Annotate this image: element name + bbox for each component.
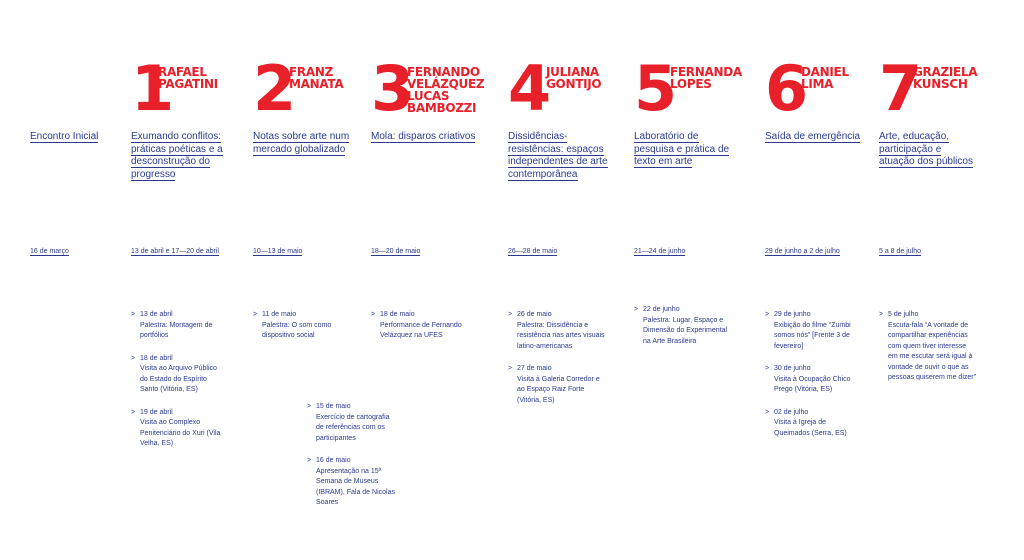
intro-column [30, 0, 120, 560]
module-date[interactable]: 10—13 de maio [253, 248, 303, 255]
list-item: > 18 de abril Visita ao Arquivo Público do Estado do Espírito Santo (Vitória, ES) [131, 354, 217, 393]
module-7-column [879, 0, 1019, 560]
list-item: > 27 de maio Visita à Galeria Corredor e ao Espaço Raiz Forte (Vitória, ES) [508, 365, 600, 404]
list-item: > 16 de maio Apresentação na 15ª Semana de Museus (IBRAM), Fala de Nicolas Soares [307, 457, 395, 506]
module-events [508, 310, 608, 418]
module-number: 1 [131, 52, 173, 125]
list-item: > 29 de junho Exibição do filme “Zumbi somos nós” [Frente 3 de fevereiro] [765, 311, 851, 350]
module-artist-name: FERNANDO VELÁZQUEZ LUCAS BAMBOZZI [407, 65, 485, 115]
module-date[interactable]: 21—24 de junho [634, 248, 686, 255]
list-item: > 30 de junho Visita à Ocupação Chico Prego (Vitória, ES) [765, 365, 851, 393]
list-item: > 22 de junho Palestra: Lugar, Espaço e Dimensão do Experimental na Arte Brasileira [634, 306, 728, 345]
list-item: > 02 de julho Visita à Igreja de Queimados (Serra, ES) [765, 408, 847, 437]
module-3-column [371, 0, 501, 560]
list-item: > 19 de abril Visita ao Complexo Penitenciário do Xuri (Vila Velha, ES) [131, 408, 221, 447]
module-date[interactable]: 26—28 de maio [508, 248, 558, 255]
module-title[interactable]: Notas sobre arte num mercado globalizado [253, 131, 350, 155]
module-2-column [253, 0, 395, 560]
module-1-column [131, 0, 243, 560]
module-events [765, 310, 860, 451]
module-title[interactable]: Arte, educação, participação e atuação dos públicos [879, 131, 973, 167]
module-title[interactable]: Laboratório de pesquisa e prática de texto em arte [634, 131, 730, 167]
module-events [131, 310, 226, 462]
intro-title[interactable]: Encontro Inicial [30, 131, 99, 142]
module-artist-name: FRANZ MANATA [289, 65, 344, 91]
module-6-column [765, 0, 875, 560]
module-artist-name: JULIANA GONTIJO [546, 65, 602, 91]
module-5-column [634, 0, 749, 560]
module-events [253, 310, 343, 354]
list-item: > 18 de maio Performance de Fernando Velázquez na UFES [371, 311, 462, 339]
module-number: 2 [253, 52, 295, 125]
list-item: > 15 de maio Exercício de cartografia de referências com os participantes [307, 403, 390, 442]
intro-date[interactable]: 16 de março [30, 248, 69, 255]
module-events [371, 310, 476, 354]
module-title[interactable]: Mola: disparos criativos [371, 131, 476, 142]
module-date[interactable]: 13 de abril e 17—20 de abril [131, 248, 219, 255]
module-title[interactable]: Saída de emergência [765, 131, 861, 142]
list-item: > 13 de abril Palestra: Montagem de portfólios [131, 311, 213, 339]
module-number: 4 [508, 52, 550, 125]
module-date[interactable]: 18—20 de maio [371, 248, 421, 255]
module-title[interactable]: Exumando conflitos: práticas poéticas e a desconstrução do progresso [131, 131, 223, 180]
module-artist-name: DANIEL LIMA [801, 65, 849, 91]
list-item: > 5 de julho Escuta-fala “A vontade de compartilhar experiências com quem tiver interesse em me escutar será igual à vontade de ouvir o que as pessoas quiserem me dizer” [879, 311, 976, 381]
module-number: 7 [879, 52, 921, 125]
module-date[interactable]: 5 a 8 de julho [879, 248, 922, 255]
module-artist-name: GRAZIELA KUNSCH [913, 65, 978, 91]
module-artist-name: RAFAEL PAGATINI [158, 65, 218, 91]
module-events [634, 305, 734, 359]
module-number: 5 [634, 52, 676, 125]
module-number: 6 [765, 52, 807, 125]
list-item: > 26 de maio Palestra: Dissidência e resistência nas artes visuais latino-americanas [508, 311, 605, 350]
module-date[interactable]: 29 de junho a 2 de julho [765, 248, 840, 255]
module-number: 3 [371, 52, 413, 125]
module-title[interactable]: Dissidências-resistências: espaços independentes de arte contemporânea [508, 131, 608, 180]
list-item: > 11 de maio Palestra: O som como dispositivo social [253, 311, 332, 339]
module-events [879, 310, 977, 396]
module-artist-name: FERNANDA LOPES [670, 65, 742, 91]
module-4-column [508, 0, 623, 560]
